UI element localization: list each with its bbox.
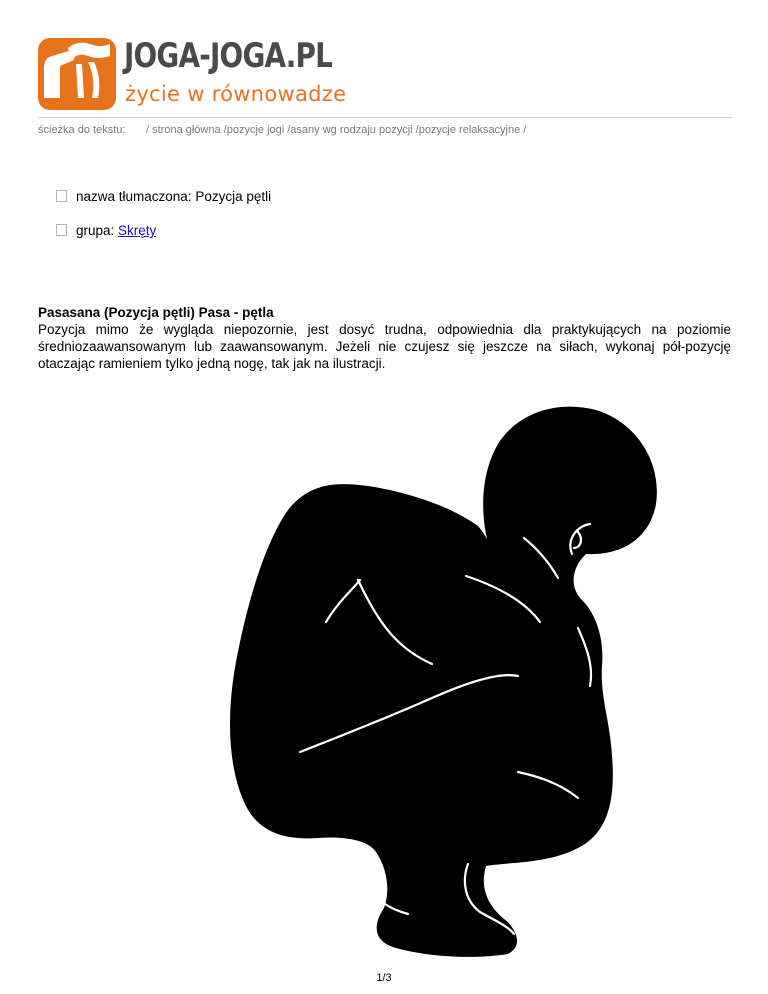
empty-square-bullet-icon [56, 190, 67, 202]
list-item [56, 223, 271, 257]
site-logo[interactable] [38, 38, 358, 114]
orange-square-yoga-figure-icon [38, 38, 116, 110]
breadcrumb-path[interactable]: / strona główna /pozycje jogi /asany wg rodzaju pozycji /pozycje relaksacyjne / [146, 124, 527, 136]
article [38, 304, 731, 372]
pasasana-silhouette-icon [218, 386, 668, 958]
article-heading: Pasasana (Pozycja pętli) Pasa - pętla [38, 305, 274, 320]
header-divider [38, 117, 732, 118]
translated-name-label: nazwa tłumaczona: [76, 189, 192, 204]
site-tagline: życie w równowadze [125, 82, 347, 106]
list-item [56, 189, 271, 223]
breadcrumb [38, 124, 526, 136]
breadcrumb-label: ścieżka do tekstu: [38, 124, 126, 136]
group-label: grupa: [76, 223, 115, 238]
translated-name-value: Pozycja pętli [195, 189, 272, 204]
empty-square-bullet-icon [56, 224, 67, 236]
page-number: 1/3 [376, 972, 392, 984]
group-link[interactable]: Skręty [118, 223, 157, 238]
site-title: JOGA-JOGA.PL [124, 36, 333, 76]
article-body: Pozycja mimo że wygląda niepozornie, jest dosyć trudna, odpowiednia dla praktykujących na poziomie średniozaawansowanym lub zaawansowanym. Jeżeli nie czujesz się jeszcze na siłach, wykonaj pół-pozycję otaczając ramieniem tylko jedną nogę, tak jak na ilustracji. [38, 322, 731, 371]
pose-info-list [56, 189, 271, 257]
